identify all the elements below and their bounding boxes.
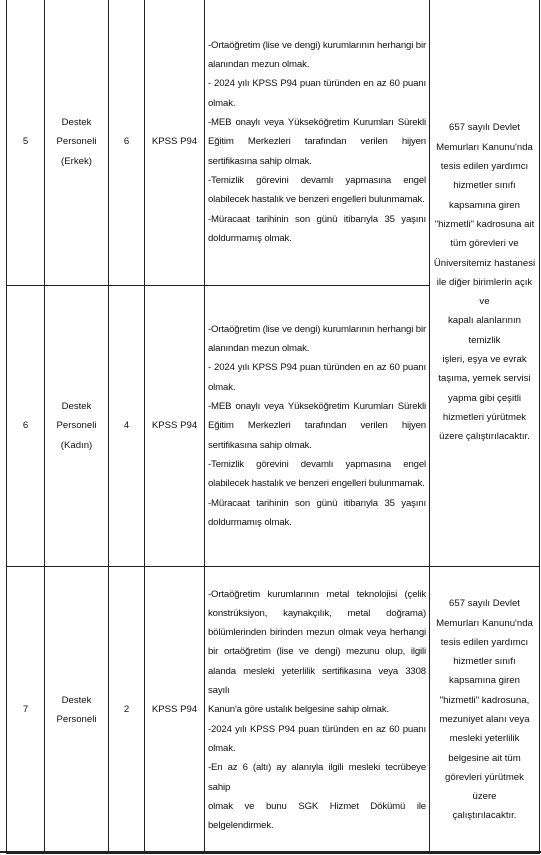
- position-count-cell: 6: [109, 0, 145, 286]
- requirement-line: -Müracaat tarihinin son günü itibarıyla 35 yaşını: [208, 497, 426, 509]
- requirement-line: olmak ve bunu SGK Hizmet Dökümü ile: [208, 800, 426, 812]
- requirement-line: - 2024 yılı KPSS P94 puan türünden en az 60 puanı: [208, 78, 426, 90]
- table-body: [7, 0, 540, 854]
- position-title-cell: [45, 0, 109, 286]
- requirement-line: alanda mesleki yeterlilik sertifikasına veya 3308 sayılı: [208, 665, 426, 697]
- position-title-cell: [45, 567, 109, 854]
- requirement-line: doldurmamış olmak.: [208, 232, 292, 244]
- duty-line: Üniversitemiz hastanesi: [433, 257, 536, 269]
- row-number-cell: 6: [7, 286, 45, 567]
- requirement-line: bir ortaöğretim (lise ve dengi) mezunu olup, ilgili: [208, 646, 426, 658]
- requirement-line: -MEB onaylı veya Yükseköğretim Kurumları Sürekli: [208, 401, 426, 413]
- requirements-cell: [205, 0, 430, 286]
- requirements-cell: [205, 286, 430, 567]
- row-number-cell: 5: [7, 0, 45, 286]
- position-count-cell: 4: [109, 286, 145, 567]
- duty-line: tesis edilen yardımcı: [440, 636, 529, 648]
- position-title-line: Destek: [61, 694, 92, 706]
- requirement-line: olmak.: [208, 97, 236, 109]
- duty-line: mezuniyet alanı veya: [439, 714, 530, 725]
- position-count-cell: 2: [109, 567, 145, 854]
- duty-line: 657 sayılı Devlet: [449, 598, 520, 610]
- requirement-line: - 2024 yılı KPSS P94 puan türünden en az 60 puanı: [208, 362, 426, 374]
- duty-line: tüm görevleri ve: [450, 238, 519, 250]
- duty-line: çalıştırılacaktır.: [452, 810, 517, 822]
- score-type-cell: KPSS P94: [145, 286, 205, 567]
- duty-line: ile diğer birimlerin açık ve: [436, 276, 533, 308]
- duty-line: taşıma, yemek servisi: [438, 373, 531, 385]
- duty-line: kapsamına giren: [449, 199, 520, 211]
- position-title-line: Personeli: [56, 714, 97, 725]
- position-title-line: (Kadın): [60, 439, 93, 451]
- position-title-line: Destek: [61, 401, 92, 413]
- job-positions-table: [6, 0, 540, 854]
- requirement-line: olmak.: [208, 381, 236, 393]
- requirement-line: -2024 yılı KPSS P94 puan türünden en az 60 puanı: [208, 723, 426, 735]
- requirement-line: Eğitim Merkezleri tarafından verilen hijyen: [208, 420, 426, 432]
- duty-line: belgesine ait tüm: [448, 752, 521, 764]
- requirement-line: bölümlerinden birinden mezun olmak veya herhangi: [208, 627, 426, 639]
- requirement-line: -Ortaöğretim (lise ve dengi) kurumlarının herhangi bir: [208, 39, 426, 51]
- requirement-line: Eğitim Merkezleri tarafından verilen hijyen: [208, 136, 426, 148]
- requirement-line: olabilecek hastalık ve benzeri engelleri bulunmamak.: [208, 194, 425, 206]
- requirement-line: -Temizlik görevini devamlı yapmasına engel: [208, 458, 426, 470]
- requirement-line: olabilecek hastalık ve benzeri engelleri bulunmamak.: [208, 478, 425, 490]
- requirements-cell: [205, 567, 430, 854]
- position-title-line: (Erkek): [61, 155, 92, 167]
- score-type-cell: KPSS P94: [145, 567, 205, 854]
- duty-line: üzere çalıştırılacaktır.: [439, 431, 530, 443]
- duty-line: "hizmetli" kadrosuna ait: [434, 218, 535, 230]
- position-title-line: Personeli: [56, 136, 97, 148]
- position-title-line: Personeli: [56, 420, 97, 432]
- duty-description-cell: [430, 567, 540, 854]
- row-number-cell: 7: [7, 567, 45, 854]
- requirement-line: doldurmamış olmak.: [208, 516, 292, 528]
- requirement-line: -Müracaat tarihinin son günü itibarıyla 35 yaşını: [208, 213, 426, 225]
- duty-description-cell: [430, 0, 540, 567]
- duty-line: işleri, eşya ve evrak: [442, 354, 527, 366]
- requirement-line: sertifikasına sahip olmak.: [208, 439, 312, 451]
- bottom-rule: [0, 851, 541, 853]
- requirement-line: -En az 6 (altı) ay alanıyla ilgili mesleki tecrübeye sahip: [208, 762, 426, 793]
- duty-line: hizmetler sınıfı: [453, 656, 516, 668]
- requirement-line: -Temizlik görevini devamlı yapmasına engel: [208, 174, 426, 186]
- duty-line: tesis edilen yardımcı: [440, 161, 529, 173]
- requirement-line: belgelendirmek.: [208, 820, 274, 832]
- requirement-line: sertifikasına sahip olmak.: [208, 155, 312, 167]
- duty-line: 657 sayılı Devlet: [449, 122, 520, 134]
- duty-line: Memurları Kanunu'nda: [436, 617, 533, 629]
- requirement-line: olmak.: [208, 742, 236, 754]
- duty-line: yapma gibi çeşitli: [447, 392, 522, 404]
- duty-line: kapalı alanlarının temizlik: [447, 315, 522, 346]
- requirement-line: konstrüksiyon, kaynakçılık, metal doğrama): [208, 607, 426, 619]
- duty-line: hizmetleri yürütmek: [442, 411, 527, 423]
- position-title-cell: [45, 286, 109, 567]
- duty-line: görevleri yürütmek üzere: [445, 771, 524, 803]
- score-type-cell: KPSS P94: [145, 0, 205, 286]
- duty-line: Memurları Kanunu'nda: [436, 141, 533, 153]
- requirement-line: -Ortaöğretim (lise ve dengi) kurumlarının herhangi bir: [208, 323, 426, 335]
- duty-line: kapsamına giren: [449, 675, 520, 687]
- table-row: [7, 0, 540, 286]
- duty-line: hizmetler sınıfı: [453, 180, 516, 192]
- requirement-line: alanından mezun olmak.: [208, 343, 310, 355]
- requirement-line: -Ortaöğretim kurumlarının metal teknolojisi (çelik: [208, 588, 426, 600]
- position-title-line: Destek: [61, 117, 92, 129]
- table-row: [7, 567, 540, 854]
- requirement-line: -MEB onaylı veya Yükseköğretim Kurumları Sürekli: [208, 117, 426, 129]
- requirement-line: alanından mezun olmak.: [208, 59, 310, 71]
- duty-line: mesleki yeterlilik: [449, 733, 520, 745]
- requirement-line: Kanun'a göre ustalık belgesine sahip olmak.: [208, 704, 389, 716]
- duty-line: "hizmetli" kadrosuna,: [439, 694, 530, 706]
